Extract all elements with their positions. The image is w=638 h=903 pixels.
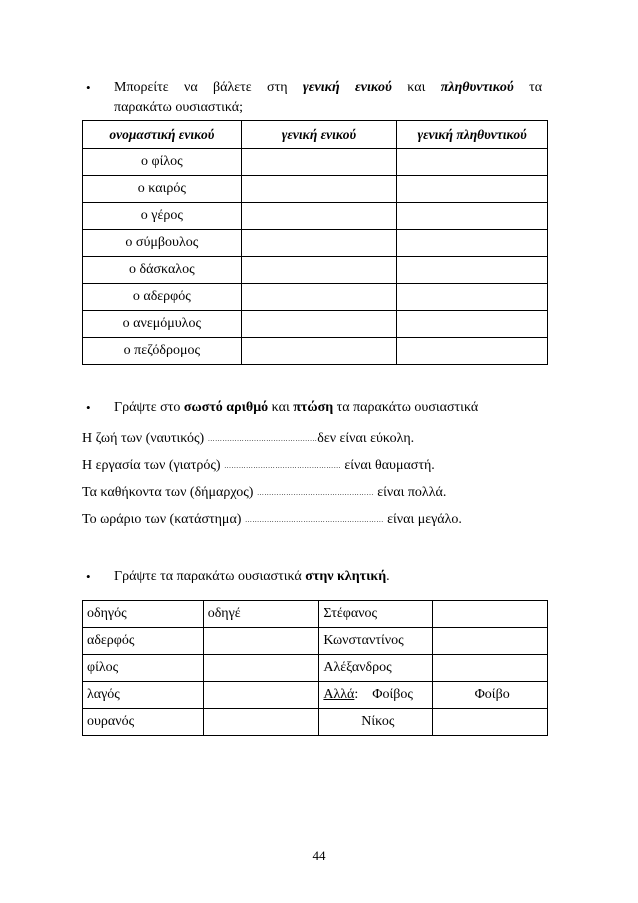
answer-cell[interactable] bbox=[203, 655, 319, 682]
table-row bbox=[83, 338, 548, 365]
instruction-text: τα bbox=[529, 80, 543, 95]
blank-fill[interactable]: ………………………………………………… bbox=[244, 516, 384, 524]
noun-cell: ουρανός bbox=[83, 709, 204, 736]
instruction-bold: στην κλητική bbox=[305, 569, 387, 584]
table-row bbox=[83, 709, 548, 736]
answer-cell[interactable] bbox=[433, 655, 548, 682]
answer-cell[interactable] bbox=[241, 257, 397, 284]
header-nominative-singular: ονομαστική ενικού bbox=[83, 121, 242, 149]
instruction-text: και bbox=[407, 80, 426, 95]
noun-cell: ο καιρός bbox=[83, 176, 242, 203]
table-row bbox=[83, 601, 548, 628]
noun-declension-table bbox=[82, 120, 548, 365]
instruction-bold: πτώση bbox=[293, 400, 334, 415]
exercise1-instruction-line2: παρακάτω ουσιαστικά; bbox=[114, 100, 244, 115]
answer-cell[interactable] bbox=[203, 628, 319, 655]
instruction-bold: πληθυντικού bbox=[440, 80, 514, 95]
table-row bbox=[83, 203, 548, 230]
noun-cell: ο πεζόδρομος bbox=[83, 338, 242, 365]
table-row bbox=[83, 284, 548, 311]
answer-cell[interactable] bbox=[433, 709, 548, 736]
noun-cell: οδηγός bbox=[83, 601, 204, 628]
noun-cell: Στέφανος bbox=[319, 601, 433, 628]
answer-cell[interactable] bbox=[241, 338, 397, 365]
instruction-bold: γενική ενικού bbox=[302, 80, 392, 95]
noun-cell: φίλος bbox=[83, 655, 204, 682]
example-noun: Φοίβος bbox=[372, 687, 413, 702]
answer-cell[interactable] bbox=[203, 682, 319, 709]
header-genitive-plural: γενική πληθυντικού bbox=[397, 121, 548, 149]
answer-cell[interactable] bbox=[397, 257, 548, 284]
answer-cell[interactable] bbox=[241, 203, 397, 230]
colon: : bbox=[354, 687, 359, 702]
table-header-row bbox=[83, 121, 548, 149]
sentence-end: δεν είναι εύκολη. bbox=[317, 431, 415, 446]
exercise3-instruction bbox=[114, 567, 390, 586]
answer-cell[interactable]: οδηγέ bbox=[203, 601, 319, 628]
bullet-3: • bbox=[86, 569, 91, 584]
sentence-end: είναι πολλά. bbox=[377, 485, 447, 500]
sentence-3 bbox=[82, 485, 446, 501]
answer-cell[interactable] bbox=[397, 284, 548, 311]
noun-cell: ο αδερφός bbox=[83, 284, 242, 311]
noun-cell: λαγός bbox=[83, 682, 204, 709]
instruction-text: . bbox=[386, 569, 390, 584]
instruction-text: Γράψτε τα παρακάτω ουσιαστικά bbox=[114, 569, 302, 584]
answer-cell[interactable] bbox=[397, 338, 548, 365]
vocative-table bbox=[82, 600, 548, 736]
table-row bbox=[83, 655, 548, 682]
answer-cell[interactable] bbox=[433, 601, 548, 628]
instruction-text: τα παρακάτω ουσιαστικά bbox=[336, 400, 479, 415]
answer-cell[interactable] bbox=[397, 203, 548, 230]
answer-cell[interactable] bbox=[241, 311, 397, 338]
sentence-end: είναι μεγάλο. bbox=[387, 512, 462, 527]
instruction-bold: σωστό αριθμό bbox=[183, 400, 269, 415]
answer-cell[interactable] bbox=[241, 176, 397, 203]
noun-cell: Κωνσταντίνος bbox=[319, 628, 433, 655]
instruction-text: Γράψτε στο bbox=[114, 400, 181, 415]
exercise1-instruction-line1 bbox=[114, 78, 542, 97]
answer-cell[interactable] bbox=[241, 149, 397, 176]
alla-note: Αλλά bbox=[323, 687, 355, 702]
noun-cell: ο ανεμόμυλος bbox=[83, 311, 242, 338]
sentence-end: είναι θαυμαστή. bbox=[344, 458, 435, 473]
table-row bbox=[83, 149, 548, 176]
bullet-2: • bbox=[86, 400, 91, 415]
table-row bbox=[83, 257, 548, 284]
noun-cell: Αλέξανδρος bbox=[319, 655, 433, 682]
noun-cell: ο φίλος bbox=[83, 149, 242, 176]
answer-cell[interactable] bbox=[397, 230, 548, 257]
table-row bbox=[83, 682, 548, 709]
noun-cell: αδερφός bbox=[83, 628, 204, 655]
sentence-start: Η εργασία των (γιατρός) bbox=[82, 458, 221, 473]
table-row bbox=[83, 311, 548, 338]
sentence-4 bbox=[82, 512, 462, 528]
answer-cell[interactable] bbox=[433, 628, 548, 655]
blank-fill[interactable]: ……………………………………… bbox=[207, 435, 318, 443]
answer-cell[interactable] bbox=[397, 311, 548, 338]
instruction-text: Μπορείτε να βάλετε στη bbox=[114, 80, 288, 95]
answer-cell[interactable] bbox=[241, 230, 397, 257]
noun-cell: ο γέρος bbox=[83, 203, 242, 230]
table-row bbox=[83, 628, 548, 655]
table-row bbox=[83, 230, 548, 257]
header-genitive-singular: γενική ενικού bbox=[241, 121, 397, 149]
sentence-start: Η ζωή των (ναυτικός) bbox=[82, 431, 205, 446]
noun-cell: ο σύμβουλος bbox=[83, 230, 242, 257]
note-cell bbox=[319, 682, 433, 709]
answer-cell[interactable] bbox=[397, 176, 548, 203]
sentence-2 bbox=[82, 458, 435, 474]
bullet-1: • bbox=[86, 80, 91, 95]
answer-cell[interactable] bbox=[203, 709, 319, 736]
sentence-start: Τα καθήκοντα των (δήμαρχος) bbox=[82, 485, 254, 500]
table-row bbox=[83, 176, 548, 203]
blank-fill[interactable]: ………………………………………… bbox=[224, 462, 341, 470]
blank-fill[interactable]: ………………………………………… bbox=[256, 489, 374, 497]
example-answer-cell: Φοίβο bbox=[433, 682, 548, 709]
answer-cell[interactable] bbox=[241, 284, 397, 311]
instruction-text: και bbox=[271, 400, 290, 415]
sentence-1 bbox=[82, 431, 414, 447]
sentence-start: Το ωράριο των (κατάστημα) bbox=[82, 512, 242, 527]
noun-cell: ο δάσκαλος bbox=[83, 257, 242, 284]
exercise2-instruction bbox=[114, 398, 478, 417]
noun-cell: Νίκος bbox=[319, 709, 433, 736]
answer-cell[interactable] bbox=[397, 149, 548, 176]
page-number: 44 bbox=[312, 848, 326, 863]
